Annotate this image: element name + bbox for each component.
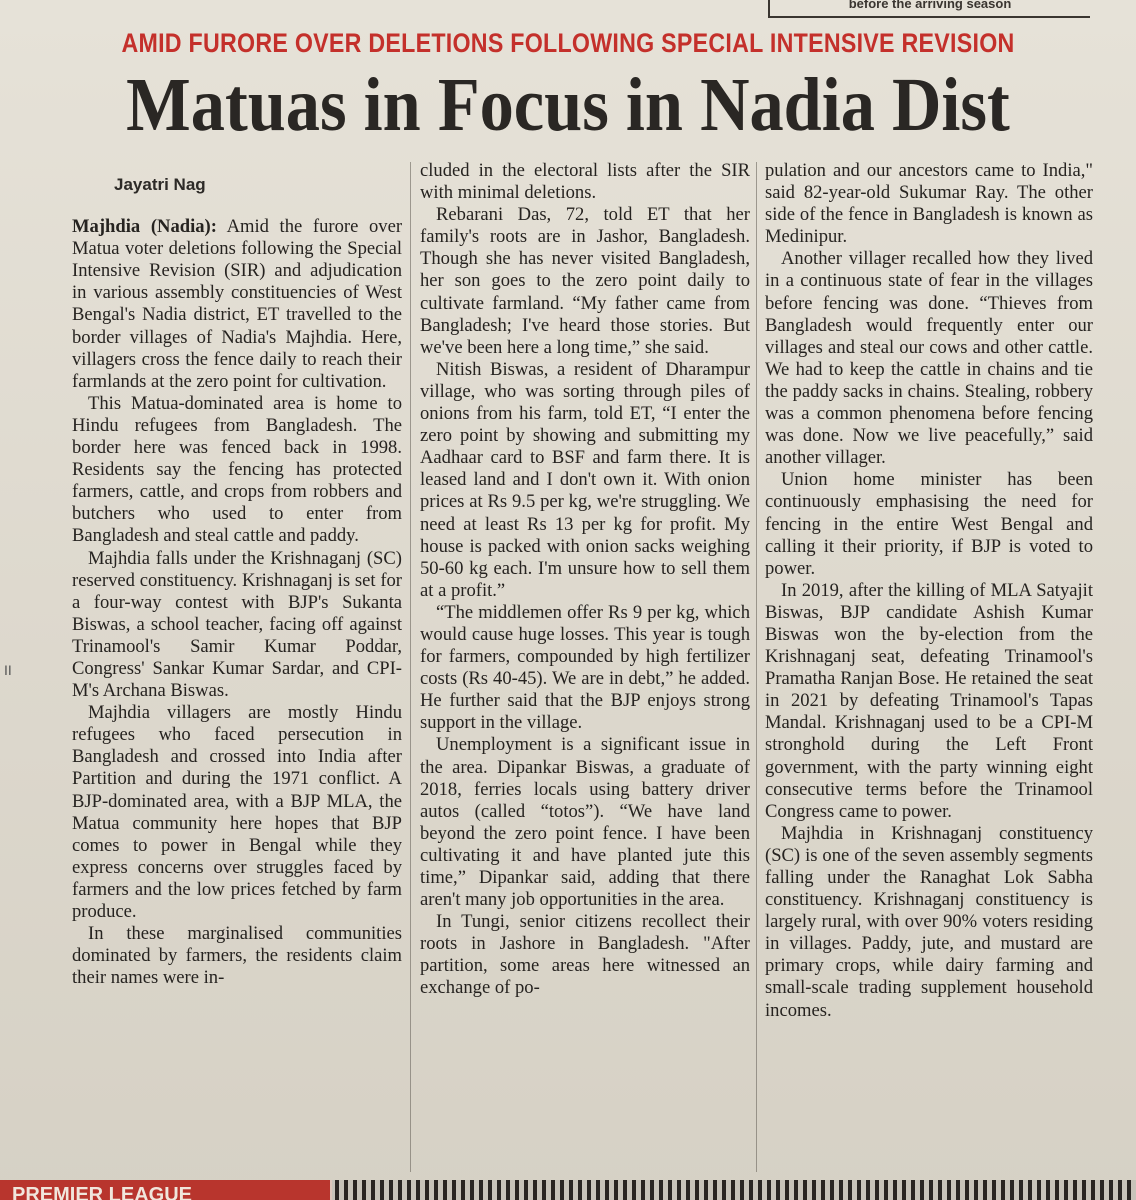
article-headline: Matuas in Focus in Nadia Dist [126,63,1010,147]
paragraph: In Tungi, senior citizens recollect their roots in Jashore in Bangladesh. "After partition, some areas here witnessed an exchange of po- [420,911,750,999]
paragraph: Rebarani Das, 72, told ET that her family's roots are in Jashor, Bangladesh. Though she has never visited Bangladesh, her son goes to the zero point daily to cultivate farmland. “My father came from Bangladesh; I've heard those stories. But we've been here a long time,” she said. [420,204,750,358]
article-column-1 [72,160,402,1180]
paragraph: cluded in the electoral lists after the SIR with minimal deletions. [420,160,750,204]
article-kicker: AMID FURORE OVER DELETIONS FOLLOWING SPECIAL INTENSIVE REVISION [121,28,1015,58]
paragraph: Majhdia villagers are mostly Hindu refugees who faced persecution in Bangladesh and crossed into India after Partition and during the 1971 conflict. A BJP-dominated area, with a BJP MLA, the Matua community here hopes that BJP comes to power in Bengal while they express concerns over struggles faced by farmers and the low prices fetched by farm produce. [72,702,402,922]
paragraph: Majhdia in Krishnaganj constituency (SC) is one of the seven assembly segments falling under the Ranaghat Lok Sabha constituency. Krishnaganj constituency is largely rural, with over 90% voters residing in villages. Paddy, jute, and mustard are primary crops, while dairy farming and small-scale trading supplement household incomes. [765,822,1093,1021]
article-column-3 [765,160,1093,1180]
column-divider [756,162,757,1172]
paragraph: In 2019, after the killing of MLA Satyajit Biswas, BJP candidate Ashish Kumar Biswas won the by-election from the Krishnaganj seat, defeating Trinamool's Pramatha Ranjan Bose. He retained the seat in 2021 by defeating Trinamool's Tapas Mandal. Krishnaganj used to be a CPI-M stronghold during the Left Front government, with the party winning eight consecutive terms before the Trinamool Congress came to power. [765,579,1093,822]
column-divider [410,162,411,1172]
paragraph: Union home minister has been continuously emphasising the need for fencing in the entire West Bengal and calling it their priority, if BJP is voted to power. [765,469,1093,579]
paragraph: Nitish Biswas, a resident of Dharampur village, who was sorting through piles of onions from his farm, told ET, “I enter the zero point by showing and submitting my Aadhaar card to BSF and farm there. It is leased land and I don't own it. With onion prices at Rs 9.5 per kg, we're struggling. We need at least Rs 13 per kg for profit. My house is packed with onion sacks weighing 50-60 kg each. I'm unsure how to sell them at a profit.” [420,358,750,601]
paragraph: In these marginalised communities dominated by farmers, the residents claim their names were in- [72,923,402,989]
paragraph: pulation and our ancestors came to India," said 82-year-old Sukumar Ray. The other side of the fence in Bangladesh is known as Medinipur. [765,160,1093,248]
article-column-2 [420,160,750,1180]
paragraph: “The middlemen offer Rs 9 per kg, which would cause huge losses. This year is tough for farmers, compounded by high fertilizer costs (Rs 40-45). We are in debt,” he added. He further said that the BJP enjoys strong support in the village. [420,601,750,734]
decorative-stripes [330,1180,1136,1200]
paragraph: Unemployment is a significant issue in the area. Dipankar Biswas, a graduate of 2018, ferries locals using battery driver autos (called “totos”). “We have land beyond the zero point fence. I have been cultivating it and have planted jute this time,” Dipankar said, adding that there aren't many job opportunities in the area. [420,734,750,911]
paragraph: Majhdia (Nadia): Amid the furore over Matua voter deletions following the Special Intensive Revision (SIR) and adjudication in various assembly constituencies of West Bengal's Nadia district, ET travelled to the border villages of Nadia's Majhdia. Here, villagers cross the fence daily to reach their farmlands at the zero point for cultivation. [72,216,402,392]
paragraph: Another villager recalled how they lived in a continuous state of fear in the villages before fencing was done. “Thieves from Bangladesh would frequently enter our villages and steal our cows and other cattle. We had to keep the cattle in chains and tie the paddy sacks in chains. Stealing, robbery was a common phenomena before fencing was done. Now we live peacefully,” said another villager. [765,248,1093,469]
paragraph: Majhdia falls under the Krishnaganj (SC) reserved constituency. Krishnaganj is set for a four-way contest with BJP's Sukanta Biswas, a school teacher, facing off against Trinamool's Samir Kumar Poddar, Congress' Sankar Kumar Sardar, and CPI-M's Archana Biswas. [72,547,402,702]
paragraph: This Matua-dominated area is home to Hindu refugees from Bangladesh. The border here was fenced back in 1998. Residents say the fencing has protected farmers, cattle, and crops from robbers and butchers who used to enter from Bangladesh and steal cattle and paddy. [72,392,402,547]
premier-league-banner: PREMIER LEAGUE [0,1180,332,1200]
dateline: Majhdia (Nadia): [72,216,217,238]
previous-article-fragment: before the arriving season [768,0,1090,18]
next-section-band [0,1180,1136,1200]
margin-mark: II [4,662,12,678]
byline: Jayatri Nag [114,175,206,194]
